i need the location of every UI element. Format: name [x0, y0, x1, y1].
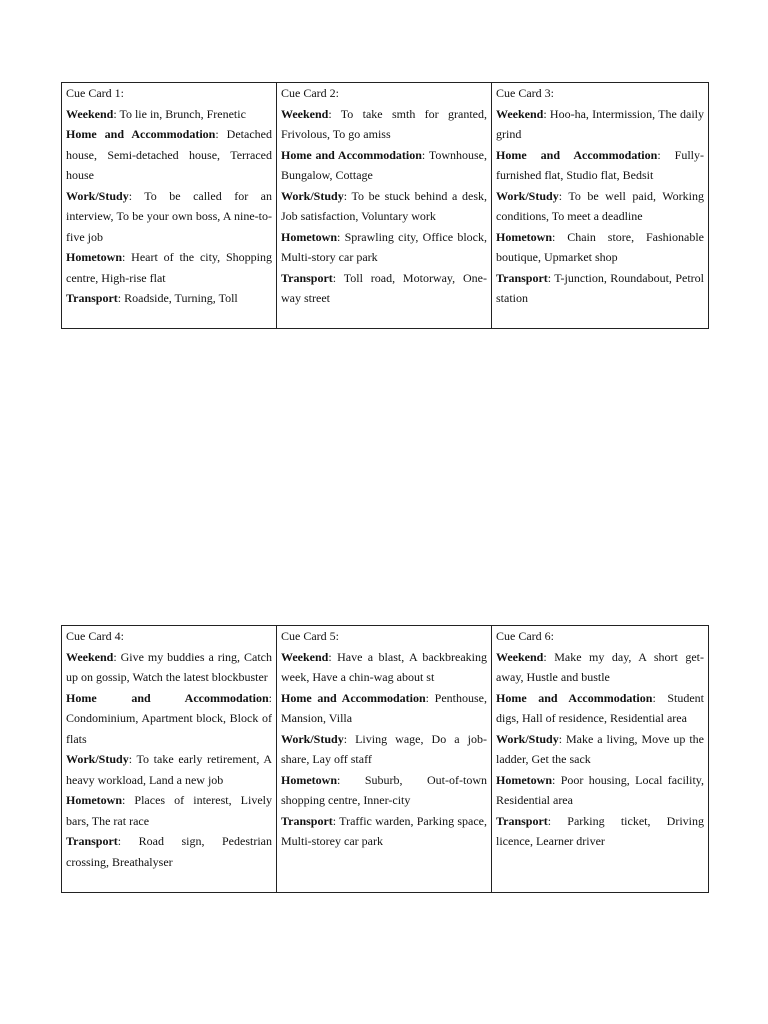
line-text: : Penthouse, Mansion, Villa: [281, 690, 487, 725]
line-label: Transport: [281, 270, 333, 285]
cue-card-4: [62, 626, 277, 893]
cue-card-table-top: [61, 82, 709, 329]
line-label: Weekend: [496, 106, 544, 121]
line-text: : Give my buddies a ring, Catch up on gossip, Watch the latest blockbuster: [66, 649, 272, 684]
line-label: Weekend: [281, 649, 329, 664]
line-text: : To take smth for granted, Frivolous, To go amiss: [281, 106, 487, 141]
card-title: Cue Card 5:: [281, 629, 339, 643]
line-label: Transport: [496, 270, 548, 285]
line-text: : Have a blast, A backbreaking week, Have a chin-wag about st: [281, 649, 487, 684]
card-title: Cue Card 3:: [496, 86, 554, 100]
line-text: : Toll road, Motorway, One-way street: [281, 270, 487, 305]
card-line-weekend: [496, 104, 704, 145]
line-text: : Road sign, Pedestrian crossing, Breathalyser: [66, 834, 272, 869]
card-line-work: [496, 186, 704, 227]
line-label: Home and Accommodation: [281, 147, 422, 162]
line-label: Weekend: [66, 106, 114, 121]
line-label: Hometown: [281, 772, 337, 787]
line-label: Work/Study: [66, 188, 129, 203]
card-line-hometown: [496, 227, 704, 268]
cue-card-5: [277, 626, 492, 893]
card-line-work: [281, 186, 487, 227]
line-label: Hometown: [66, 250, 122, 264]
line-text: : Sprawling city, Office block, Multi-story car park: [281, 229, 487, 264]
line-text: : Roadside, Turning, Toll: [117, 291, 238, 305]
line-label: Home and Accommodation: [66, 127, 216, 141]
card-line-work: [66, 749, 272, 790]
card-line-transport: [66, 288, 272, 309]
line-text: : Heart of the city, Shopping centre, High-rise flat: [66, 250, 272, 285]
line-text: : Townhouse, Bungalow, Cottage: [281, 147, 487, 182]
card-line-work: [496, 729, 704, 770]
card-line-home: [281, 688, 487, 729]
line-label: Work/Study: [66, 752, 129, 766]
line-label: Transport: [496, 813, 548, 828]
line-label: Work/Study: [281, 731, 344, 746]
line-label: Home and Accommodation: [281, 690, 426, 705]
card-line-transport: [496, 268, 704, 309]
line-label: Hometown: [66, 793, 122, 807]
line-label: Transport: [66, 291, 118, 305]
card-title: Cue Card 6:: [496, 629, 554, 643]
line-text: : Detached house, Semi-detached house, Terraced house: [66, 127, 272, 182]
line-label: Home and Accommodation: [496, 147, 658, 162]
line-text: : Fully-furnished flat, Studio flat, Bedsit: [496, 147, 704, 182]
card-line-home: [66, 124, 272, 186]
line-text: : Parking ticket, Driving licence, Learner driver: [496, 813, 704, 848]
cue-card-2: [277, 83, 492, 329]
line-label: Weekend: [496, 649, 544, 664]
line-label: Hometown: [496, 772, 552, 787]
card-line-transport: [66, 831, 272, 872]
card-line-weekend: [281, 647, 487, 688]
line-text: : Living wage, Do a job-share, Lay off staff: [281, 731, 487, 766]
card-line-work: [66, 186, 272, 248]
card-title: Cue Card 1:: [66, 86, 124, 100]
line-text: : To be called for an interview, To be your own boss, A nine-to-five job: [66, 188, 272, 244]
card-line-hometown: [66, 790, 272, 831]
line-text: : Condominium, Apartment block, Block of flats: [66, 690, 272, 746]
line-text: : Poor housing, Local facility, Residential area: [496, 772, 704, 807]
card-line-transport: [496, 811, 704, 852]
card-title: Cue Card 4:: [66, 629, 124, 643]
line-label: Weekend: [66, 649, 114, 664]
line-label: Weekend: [281, 106, 329, 121]
card-line-weekend: [66, 104, 272, 125]
line-text: : Places of interest, Lively bars, The rat race: [66, 793, 272, 828]
line-label: Transport: [66, 834, 118, 848]
cue-card-table-bottom: [61, 625, 709, 893]
line-text: : Student digs, Hall of residence, Residential area: [496, 690, 704, 725]
line-label: Home and Accommodation: [66, 690, 269, 705]
line-text: : T-junction, Roundabout, Petrol station: [496, 270, 704, 305]
card-line-transport: [281, 811, 487, 852]
line-label: Hometown: [281, 229, 337, 244]
card-line-weekend: [66, 647, 272, 688]
line-text: : To be stuck behind a desk, Job satisfaction, Voluntary work: [281, 188, 487, 223]
card-line-hometown: [281, 770, 487, 811]
line-text: : To take early retirement, A heavy workload, Land a new job: [66, 752, 272, 787]
cue-card-6: [492, 626, 709, 893]
line-text: : To be well paid, Working conditions, To meet a deadline: [496, 188, 704, 223]
line-text: : Hoo-ha, Intermission, The daily grind: [496, 106, 704, 141]
line-label: Transport: [281, 813, 333, 828]
card-line-transport: [281, 268, 487, 309]
line-text: : Make a living, Move up the ladder, Get the sack: [496, 731, 704, 766]
line-label: Home and Accommodation: [496, 690, 653, 705]
line-text: : Make my day, A short get-away, Hustle and bustle: [496, 649, 704, 684]
card-line-work: [281, 729, 487, 770]
cue-card-1: [62, 83, 277, 329]
card-line-home: [281, 145, 487, 186]
cue-card-3: [492, 83, 709, 329]
line-text: : Suburb, Out-of-town shopping centre, Inner-city: [281, 772, 487, 807]
line-text: : Traffic warden, Parking space, Multi-storey car park: [281, 813, 487, 848]
line-label: Work/Study: [496, 731, 559, 746]
line-label: Work/Study: [281, 188, 344, 203]
card-line-weekend: [281, 104, 487, 145]
card-line-hometown: [496, 770, 704, 811]
card-line-home: [496, 688, 704, 729]
line-label: Hometown: [496, 229, 552, 244]
card-line-home: [66, 688, 272, 750]
card-title: Cue Card 2:: [281, 86, 339, 100]
card-line-hometown: [66, 247, 272, 288]
line-text: : Chain store, Fashionable boutique, Upmarket shop: [496, 229, 704, 264]
card-line-home: [496, 145, 704, 186]
card-line-weekend: [496, 647, 704, 688]
line-text: : To lie in, Brunch, Frenetic: [113, 106, 246, 121]
card-line-hometown: [281, 227, 487, 268]
line-label: Work/Study: [496, 188, 559, 203]
